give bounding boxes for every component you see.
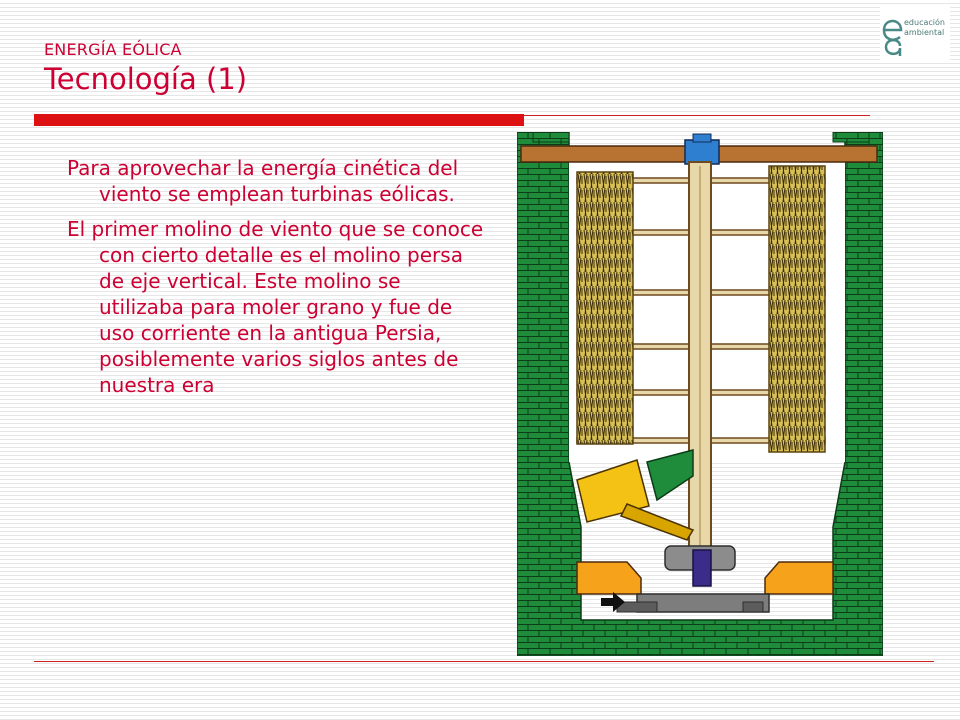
footer-divider-line bbox=[34, 661, 934, 662]
windmill-diagram bbox=[517, 132, 883, 660]
base-block-right bbox=[743, 602, 763, 612]
paragraph-2: El primer molino de viento que se conoce con cierto detalle es el molino persa de eje vertical. Este molino se utilizaba para moler grano y fue de uso corriente en la antigua Persia, posiblemente varios siglos antes de nuestra era bbox=[67, 217, 484, 397]
logo-line-2: ambiental bbox=[904, 28, 945, 37]
paragraph-1: Para aprovechar la energía cinética del viento se emplean turbinas eólicas. bbox=[67, 156, 459, 206]
title-divider-line bbox=[524, 115, 870, 116]
slide-title: Tecnología (1) bbox=[44, 62, 248, 96]
bearing-block bbox=[685, 140, 719, 164]
title-accent-bar bbox=[34, 114, 524, 126]
reed-sail-left bbox=[577, 172, 633, 444]
bearing-cap bbox=[693, 134, 711, 142]
brick-cap-left bbox=[533, 132, 569, 142]
shaft-pivot bbox=[693, 550, 711, 586]
educacion-ambiental-logo bbox=[880, 6, 950, 60]
slide-subtitle: ENERGÍA EÓLICA bbox=[44, 40, 182, 59]
reed-sail-right bbox=[769, 166, 825, 452]
stone-housing-left bbox=[577, 562, 641, 594]
logo-line-1: educación bbox=[904, 18, 945, 27]
feed-chute bbox=[621, 504, 693, 540]
body-text bbox=[67, 155, 487, 407]
stone-housing-right bbox=[765, 562, 833, 594]
brick-cap-right bbox=[833, 132, 869, 142]
